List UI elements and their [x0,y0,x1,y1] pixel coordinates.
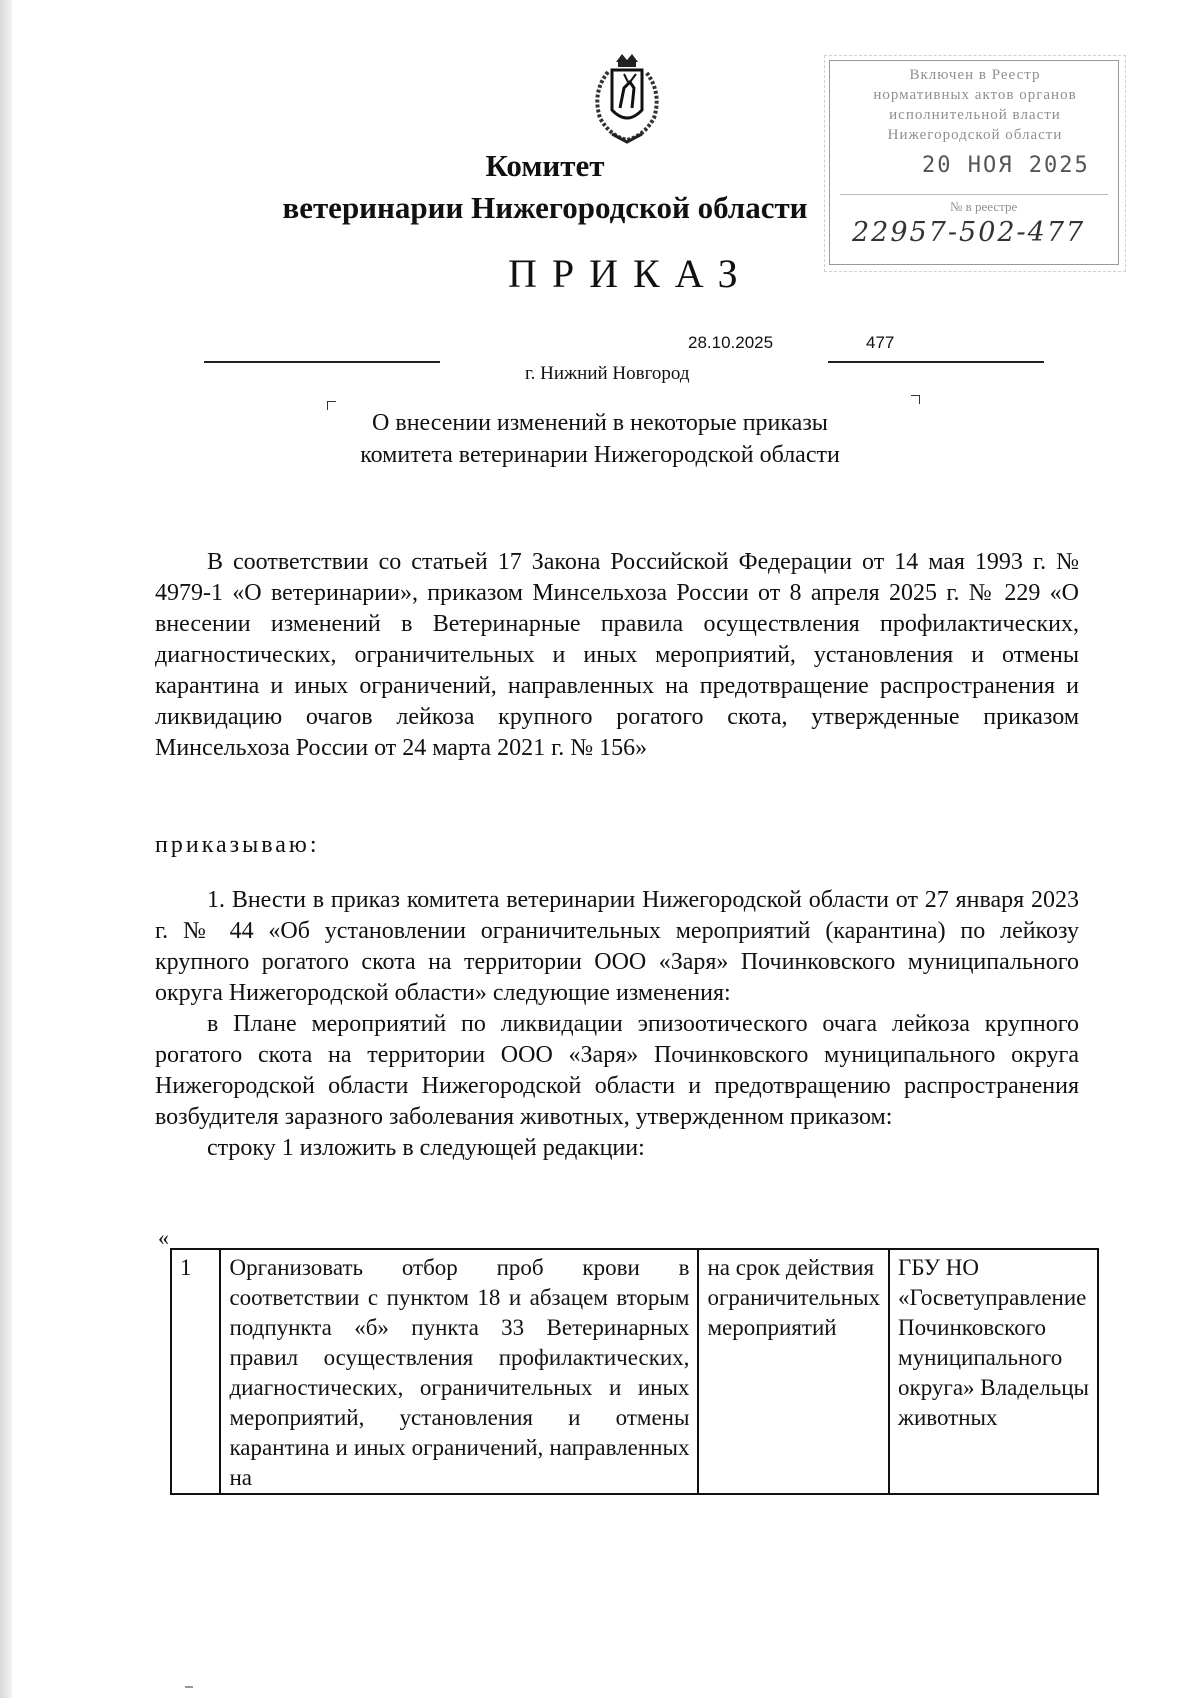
opening-quote: « [158,1225,169,1250]
city-name: г. Нижний Новгород [525,363,690,384]
order-date: 28.10.2025 [688,333,774,352]
stamp-registry-label: № в реестре [950,199,1018,214]
subject-line-2: комитета ветеринарии Нижегородской области [360,442,840,468]
item-1-section [155,885,1079,1164]
order-word [155,830,1079,861]
stamp-line-4: Нижегородской области [887,127,1063,143]
order-number: 477 [866,333,895,352]
stamp-line-3: исполнительной власти [889,107,1061,123]
executor-cell: ГБУ НО «Госветуправление Починковского муниципального округа» Владельцы животных [889,1249,1098,1494]
preamble-text: В соответствии со статьей 17 Закона Российской Федерации от 14 мая 1993 г. № 4979-1 «О ветеринарии», приказом Минсельхоза России от 8 апреля 2025 г. № 229 «О внесении изменений в Ветеринарные правила осуществления профилактических, диагностических, ограничительных и иных мероприятий, установления и отмены карантина и иных ограничений, направленных на предотвращение распространения и ликвидацию очагов лейкоза крупного рогатого скота, утвержденные приказом Минсельхоза России от 24 марта 2021 г. № 156» [155,549,1079,761]
order-word-text: приказываю: [155,832,320,858]
item-1-text: 1. Внести в приказ комитета ветеринарии Нижегородской области от 27 января 2023 г. № 44 «Об установлении ограничительных мероприятий (карантина) по лейкозу крупного рогатого скота на территории ООО «Заря» Починковского муниципального округа Нижегородской области» следующие изменения: [155,887,1079,1006]
plan-table [170,1248,1099,1495]
stamp-line-2: нормативных актов органов [873,87,1077,103]
row-number-cell: 1 [171,1249,220,1494]
subject-corner-right [911,395,920,404]
term-cell: на срок действия ограничительных мероприятий [698,1249,889,1494]
number-underline [828,361,1044,363]
table-row [171,1249,1098,1494]
subject-line-1: О внесении изменений в некоторые приказы [372,410,828,436]
scan-artifact [185,1686,193,1688]
org-title-line-1: Комитет [485,148,605,183]
stamp-registry-number: 22957-502-477 [852,217,1086,248]
item-1-row-text: строку 1 изложить в следующей редакции: [207,1135,645,1161]
coat-of-arms-icon [582,52,672,148]
item-1-plan-text: в Плане мероприятий по ликвидации эпизоотического очага лейкоза крупного рогатого скота на территории ООО «Заря» Починковского муниципального округа Нижегородской области Нижегородской области и предотвращению распространения возбудителя заразного заболевания животных, утвержденном приказом: [155,1011,1079,1130]
document-type-title: ПРИКАЗ [508,251,753,296]
stamp-caption [830,65,1120,145]
scan-left-edge [0,0,12,1698]
stamp-date: 20 НОЯ 2025 [922,153,1090,178]
preamble-paragraph [155,547,1079,764]
order-subject [0,407,1200,471]
left-date-underline [204,361,440,363]
stamp-line-1: Включен в Реестр [909,67,1041,83]
org-title-line-2: ветеринарии Нижегородской области [282,190,808,225]
action-cell: Организовать отбор проб крови в соответствии с пунктом 18 и абзацем вторым подпункта «б» пункта 33 Ветеринарных правил осуществления профилактических, диагностических, ограничительных и иных мероприятий, установления и отмены карантина и иных ограничений, направленных на [220,1249,698,1494]
